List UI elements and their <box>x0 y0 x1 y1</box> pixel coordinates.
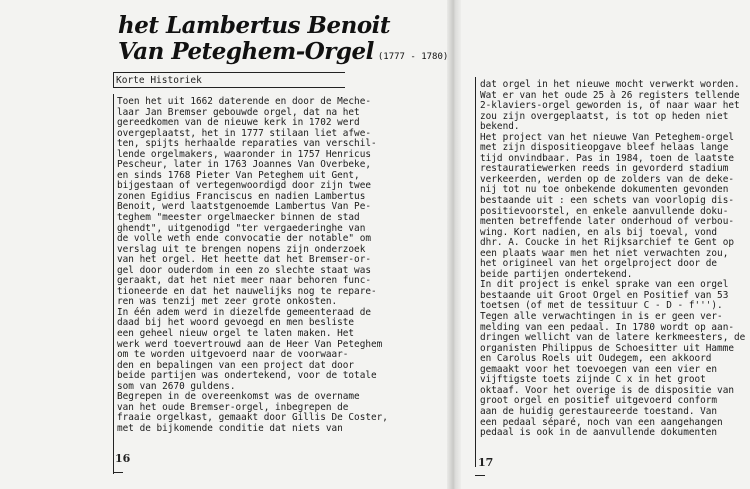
right-body-text <box>480 80 745 439</box>
title-years: (1777 - 1780) <box>377 52 449 62</box>
text-line: 2-klaviers-orgel geworden is, of naar waar het <box>480 100 740 112</box>
left-body-text <box>117 97 442 435</box>
right-margin-rule <box>475 77 476 467</box>
text-line: het origineel van het orgelproject door de <box>480 258 718 270</box>
text-line: om te worden uitgevoerd naar de voorwaar- <box>117 349 349 361</box>
text-line: en sinds 1768 Pieter Van Peteghem uit Gent, <box>117 169 360 181</box>
text-line: ren was tenzij met zeer grote onkosten. <box>117 296 338 308</box>
text-line: ghendt", uitgenodigd "ter vergaederinghe van <box>117 222 366 234</box>
text-line: gereedkomen van de nieuwe kerk in 1702 werd <box>117 117 360 129</box>
text-line: toetsen (of met de tessituur C - D - f'''). <box>480 300 723 312</box>
page-number-right: 17 <box>478 456 494 469</box>
text-line: aan de huidig gerestaureerde toestand. Van <box>480 405 718 417</box>
text-line: gel door ouderdom in een zo slechte staat was <box>117 264 371 276</box>
text-line: dringen wellicht van de latere kerkmeesters, de <box>480 332 746 344</box>
text-line: laar Jan Bremser gebouwde orgel, dat na het <box>117 106 360 118</box>
title-line-2 <box>118 38 448 65</box>
text-line: Wat er van het oude 25 à 26 registers tellende <box>480 89 740 101</box>
text-line: tijd onvindbaar. Pas in 1984, toen de laatste <box>480 152 734 164</box>
text-line: som van 2670 guldens. <box>117 380 236 392</box>
text-line: ten, spijts herhaalde reparaties van verschil- <box>117 138 377 150</box>
text-line: Begrepen in de overeenkomst was de overname <box>117 391 360 403</box>
text-line: fraaie orgelkast, gemaakt door Gillis De Coster, <box>117 412 388 424</box>
text-line: een pedaal séparé, noch van een aangehangen <box>480 416 723 428</box>
text-line: met de bijkomende conditie dat niets van <box>117 422 343 434</box>
book-gutter <box>447 0 461 489</box>
text-line: lende orgelmakers, waaronder in 1757 Henricus <box>117 148 371 160</box>
text-line: nij tot nu toe onbekende dokumenten gevonden <box>480 184 729 196</box>
text-line: bestaande uit : een schets van voorlopig dis- <box>480 195 734 207</box>
text-line: Toen het uit 1662 daterende en door de Meche- <box>117 96 371 107</box>
page-number-left: 16 <box>115 452 131 465</box>
text-line: wing. Kort nadien, en als bij toeval, vond <box>480 226 718 238</box>
heading-rule-left <box>113 72 114 88</box>
text-line: oktaaf. Voor het overige is de dispositie van <box>480 384 734 396</box>
text-line: daad bij het woord gevoegd en men besliste <box>117 317 355 329</box>
text-line: zonen Egidius Franciscus en nadien Lambertus <box>117 190 366 202</box>
text-line: met zijn dispositieopgave bleef helaas lange <box>480 142 729 154</box>
text-line: gemaakt voor het toevoegen van een vier en <box>480 363 718 375</box>
text-line: Pescheur, later in 1763 Joannes Van Overbeke, <box>117 159 371 171</box>
title-line-2-text: Van Peteghem-Orgel <box>118 38 374 65</box>
text-line: Benoit, werd laatstgenoemde Lambertus Van Pe- <box>117 201 371 213</box>
heading-rule-top <box>113 72 345 73</box>
text-line: tioneerde en dat het nauwelijks nog te repare- <box>117 285 377 297</box>
text-line: vijftigste toets zijnde C x in het groot <box>480 374 706 386</box>
text-line: den en bepalingen van een project dat door <box>117 359 355 371</box>
page-number-rule-left <box>113 472 123 473</box>
text-line: overgeplaatst, het in 1777 stilaan liet afwe- <box>117 127 371 139</box>
left-margin-rule <box>113 94 114 474</box>
text-line: beide partijen was ondertekend, voor de totale <box>117 370 377 382</box>
text-line: teghem "meester orgelmaecker binnen de stad <box>117 212 360 224</box>
text-line: melding van een pedaal. In 1780 wordt op aan- <box>480 321 734 333</box>
text-line: groot orgel en positief uitgevoerd conform <box>480 395 718 407</box>
text-line: In één adem werd in diezelfde gemeenteraad de <box>117 306 371 318</box>
text-line: menten betreffende later onderhoud of verbou- <box>480 216 734 228</box>
heading-rule-bottom <box>113 87 345 88</box>
text-line: In dit project is enkel sprake van een orgel <box>480 279 729 291</box>
title-line-1: het Lambertus Benoit <box>118 12 391 39</box>
text-line: positievoorstel, en enkele aanvullende doku- <box>480 205 729 217</box>
text-line: dhr. A. Coucke in het Rijksarchief te Gent op <box>480 237 734 249</box>
text-line: een plaats waar men het niet verwachten zou, <box>480 247 729 259</box>
text-line: de volle weth ende convocatie der notable" om <box>117 233 371 245</box>
text-line: werk werd toevertrouwd aan de Heer Van Peteghem <box>117 338 383 350</box>
text-line: van het oude Bremser-orgel, inbegrepen de <box>117 401 349 413</box>
text-line: pedaal is ook in de aanvullende dokumenten <box>480 427 718 439</box>
text-line: een geheel nieuw orgel te laten maken. Het <box>117 328 355 340</box>
text-line: verslag uit te brengen nopens zijn onderzoek <box>117 243 366 255</box>
text-line: bijgestaan of vertegenwoordigd door zijn twee <box>117 180 371 192</box>
text-line: organisten Philippus de Schoesitter uit Hamme <box>480 342 734 354</box>
text-line: Het project van het nieuwe Van Peteghem-orgel <box>480 131 734 143</box>
text-line: restauratiewerken reeds in gevorderd stadium <box>480 163 729 175</box>
section-heading: Korte Historiek <box>116 75 202 86</box>
text-line: bestaande uit Groot Orgel en Positief van 53 <box>480 289 729 301</box>
text-line: geraakt, dat het niet meer naar behoren func- <box>117 275 371 287</box>
text-line: van het orgel. Het heette dat het Bremser-or- <box>117 254 371 266</box>
page-number-rule-right <box>475 475 485 476</box>
text-line: beide partijen ondertekend. <box>480 268 633 280</box>
text-line: bekend. <box>480 121 520 133</box>
text-line: dat orgel in het nieuwe mocht verwerkt worden. <box>480 79 740 90</box>
text-line: verkeerden, werden op de zolders van de deke- <box>480 173 734 185</box>
text-line: Tegen alle verwachtingen in is er geen ver- <box>480 311 723 323</box>
text-line: zou zijn overgeplaatst, is tot op heden niet <box>480 110 729 122</box>
text-line: en Carolus Roels uit Oudegem, een akkoord <box>480 353 712 365</box>
